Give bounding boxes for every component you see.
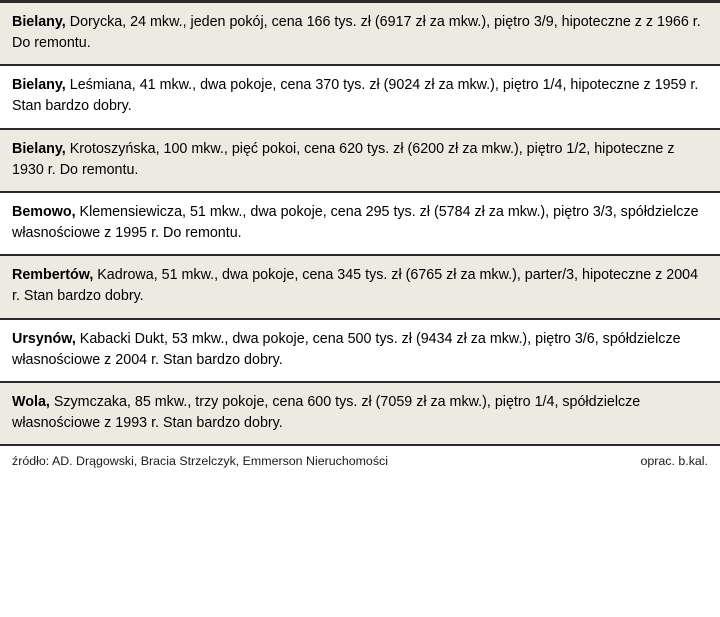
table-row bbox=[0, 0, 720, 64]
table-row bbox=[0, 254, 720, 317]
source-note: źródło: AD. Drągowski, Bracia Strzelczyk, Emmerson Nieruchomości bbox=[12, 454, 388, 469]
table-row bbox=[0, 64, 720, 127]
listing-detail: Dorycka, 24 mkw., jeden pokój, cena 166 tys. zł (6917 zł za mkw.), piętro 3/9, hipoteczne z z 1966 r. Do remontu. bbox=[12, 14, 701, 52]
listing-detail: Klemensiewicza, 51 mkw., dwa pokoje, cena 295 tys. zł (5784 zł za mkw.), piętro 3/3, spółdzielcze własnościowe z 1995 r. Do remontu. bbox=[12, 203, 699, 242]
table-row bbox=[0, 128, 720, 191]
district-label: Bielany, bbox=[12, 77, 66, 94]
listing-detail: Szymczaka, 85 mkw., trzy pokoje, cena 600 tys. zł (7059 zł za mkw.), piętro 1/4, spółdzielcze własnościowe z 1993 r. Stan bardzo dobry. bbox=[12, 393, 641, 432]
district-label: Ursynów, bbox=[12, 330, 76, 347]
credit-note: oprac. b.kal. bbox=[640, 454, 708, 469]
district-label: Bielany, bbox=[12, 140, 66, 157]
district-label: Wola, bbox=[12, 393, 50, 410]
district-label: Bielany, bbox=[12, 14, 66, 30]
table-row bbox=[0, 191, 720, 254]
table-row bbox=[0, 318, 720, 381]
listing-detail: Kabacki Dukt, 53 mkw., dwa pokoje, cena 500 tys. zł (9434 zł za mkw.), piętro 3/6, spółdzielcze własnościowe z 2004 r. Stan bardzo dobry. bbox=[12, 330, 681, 368]
district-label: Rembertów, bbox=[12, 267, 94, 284]
listing-detail: Krotoszyńska, 100 mkw., pięć pokoi, cena 620 tys. zł (6200 zł za mkw.), piętro 1/2, hipoteczne z 1930 r. Do remontu. bbox=[12, 140, 675, 178]
listing-detail: Leśmiana, 41 mkw., dwa pokoje, cena 370 tys. zł (9024 zł za mkw.), piętro 1/4, hipoteczne z 1959 r. Stan bardzo dobry. bbox=[12, 77, 699, 115]
district-label: Bemowo, bbox=[12, 203, 76, 220]
table-footer bbox=[0, 444, 720, 617]
listing-detail: Kadrowa, 51 mkw., dwa pokoje, cena 345 tys. zł (6765 zł za mkw.), parter/3, hipoteczne z 2004 r. Stan bardzo dobry. bbox=[12, 267, 699, 305]
table-row bbox=[0, 381, 720, 444]
